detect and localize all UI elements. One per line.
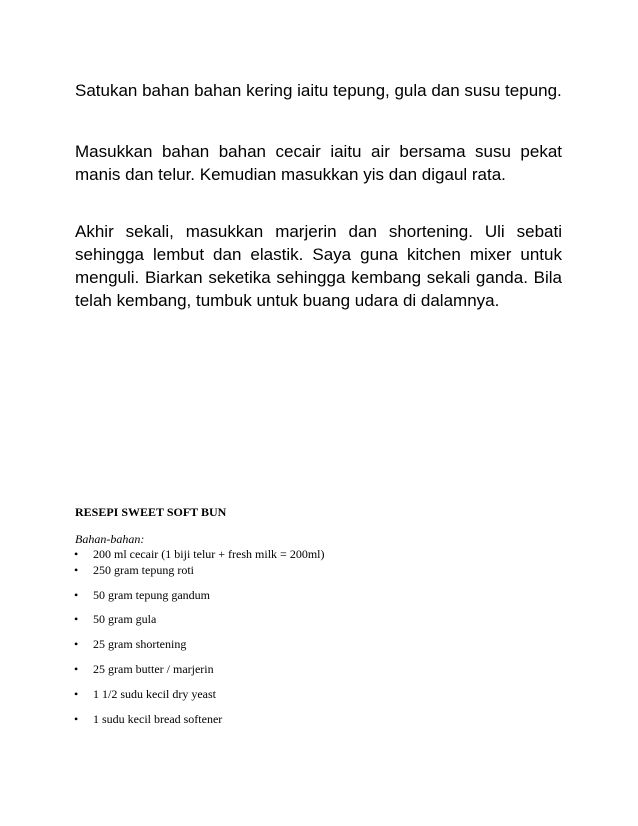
bullet-icon: • — [74, 687, 79, 701]
bullet-icon: • — [74, 547, 79, 561]
list-item — [74, 712, 223, 726]
list-item — [74, 612, 157, 626]
ingredient-text: 25 gram shortening — [93, 637, 187, 651]
recipe-title: RESEPI SWEET SOFT BUN — [75, 505, 227, 519]
paragraph-2: Masukkan bahan bahan cecair iaitu air bersama susu pekat manis dan telur. Kemudian masukkan yis dan digaul rata. — [75, 142, 562, 184]
list-item — [74, 588, 210, 602]
bullet-icon: • — [74, 612, 79, 626]
ingredient-text: 200 ml cecair (1 biji telur + fresh milk = 200ml) — [93, 547, 325, 561]
ingredient-text: 1 sudu kecil bread softener — [93, 712, 223, 726]
list-item — [74, 687, 216, 701]
list-item — [74, 637, 187, 651]
ingredient-text: 50 gram gula — [93, 612, 157, 626]
bullet-icon: • — [74, 588, 79, 602]
ingredients-heading: Bahan-bahan: — [75, 532, 145, 546]
bullet-icon: • — [74, 637, 79, 651]
ingredient-text: 25 gram butter / marjerin — [93, 662, 214, 676]
list-item — [74, 662, 214, 676]
bullet-icon: • — [74, 712, 79, 726]
ingredient-text: 250 gram tepung roti — [93, 563, 194, 577]
list-item — [74, 547, 325, 561]
list-item — [74, 563, 194, 577]
paragraph-3: Akhir sekali, masukkan marjerin dan shortening. Uli sebati sehingga lembut dan elastik. Saya guna kitchen mixer untuk menguli. Biarkan seketika sehingga kembang sekali ganda. Bila telah kembang, tumbuk untuk buang udara di dalamnya. — [75, 222, 562, 310]
bullet-icon: • — [74, 662, 79, 676]
bullet-icon: • — [74, 563, 79, 577]
paragraph-1: Satukan bahan bahan kering iaitu tepung, gula dan susu tepung. — [75, 81, 562, 100]
ingredient-text: 1 1/2 sudu kecil dry yeast — [93, 687, 216, 701]
ingredient-text: 50 gram tepung gandum — [93, 588, 210, 602]
